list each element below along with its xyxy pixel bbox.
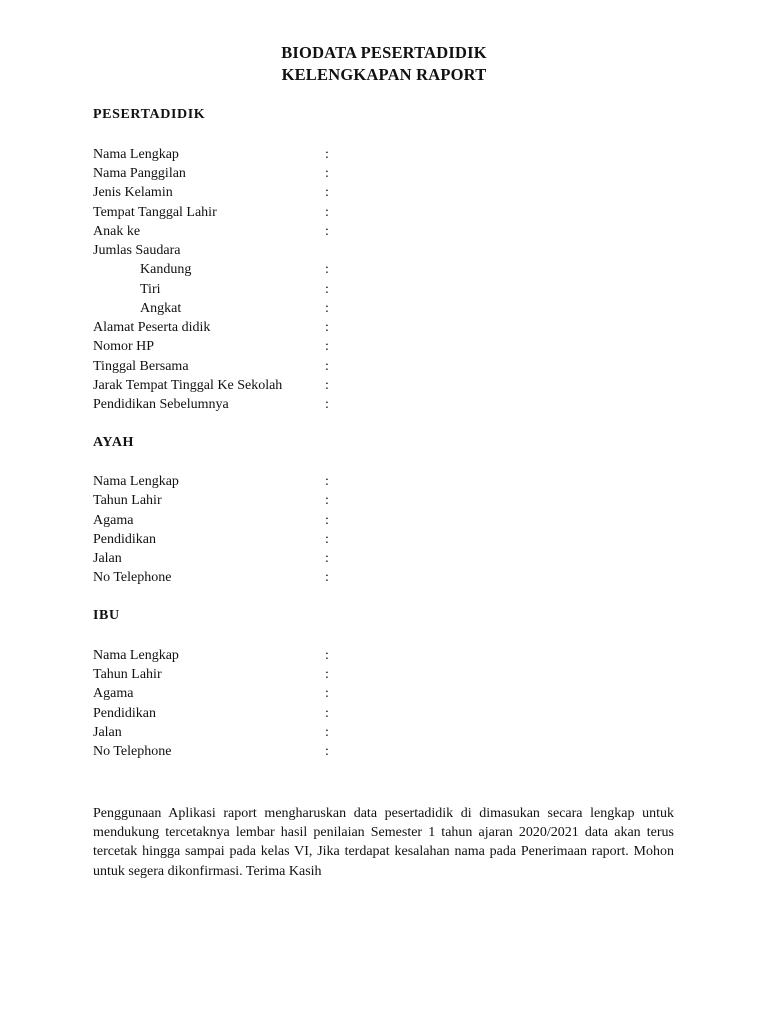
field-label: Nama Lengkap [93,147,179,162]
field-label: Angkat [140,301,182,316]
field-label: Agama [93,686,134,701]
mother-field-row [93,704,353,723]
field-label: Tahun Lahir [93,493,162,508]
field-colon: : [325,339,329,354]
father-field-row [93,472,353,491]
mother-field-row [93,742,353,761]
student-field-row [93,337,353,356]
field-label: Nama Lengkap [93,648,179,663]
field-label: Jumlas Saudara [93,243,181,258]
student-field-row [93,260,353,279]
field-colon: : [325,570,329,585]
field-colon: : [325,725,329,740]
field-colon: : [325,744,329,759]
student-field-row [93,241,353,260]
student-field-row [93,395,353,414]
student-field-row [93,376,353,395]
field-label: Tahun Lahir [93,667,162,682]
note-paragraph: Penggunaan Aplikasi raport mengharuskan data pesertadidik di dimasukan secara lengkap untuk mendukung tercetaknya lembar hasil penilaian Semester 1 tahun ajaran 2020/2021 data akan terus tercetak hingga sampai pada kelas VI, Jika terdapat kesalahan nama pada Penerimaan raport. Mohon untuk segera dikonfirmasi. Terima Kasih [93,806,674,879]
field-colon: : [325,686,329,701]
field-label: Pendidikan [93,706,156,721]
field-label: Tempat Tanggal Lahir [93,205,217,220]
field-label: Anak ke [93,224,141,239]
field-colon: : [325,667,329,682]
field-label: Nama Panggilan [93,166,186,181]
field-colon: : [325,706,329,721]
student-field-row [93,357,353,376]
mother-section-heading: IBU [93,608,120,623]
field-colon: : [325,397,329,412]
field-label: Tinggal Bersama [93,359,189,374]
field-colon: : [325,648,329,663]
document-subtitle: KELENGKAPAN RAPORT [281,65,487,84]
mother-field-row [93,646,353,665]
field-label: Nama Lengkap [93,474,179,489]
field-colon: : [325,320,329,335]
field-label: Pendidikan [93,532,156,547]
field-label: Agama [93,513,134,528]
father-section-heading: AYAH [93,435,135,450]
field-colon: : [325,532,329,547]
field-colon: : [325,513,329,528]
father-field-row [93,530,353,549]
student-field-row [93,318,353,337]
field-colon: : [325,205,329,220]
field-label: Kandung [140,262,192,277]
mother-field-row [93,723,353,742]
father-field-row [93,549,353,568]
field-colon: : [325,474,329,489]
field-colon: : [325,359,329,374]
mother-field-row [93,665,353,684]
field-colon: : [325,166,329,181]
student-field-row [93,280,353,299]
field-colon: : [325,185,329,200]
student-field-row [93,299,353,318]
student-field-row [93,145,353,164]
student-field-row [93,203,353,222]
document-title: BIODATA PESERTADIDIK [281,43,487,62]
student-field-row [93,183,353,202]
mother-field-row [93,684,353,703]
field-label: Jalan [93,551,122,566]
field-label: No Telephone [93,744,172,759]
field-colon: : [325,378,329,393]
student-section-heading: PESERTADIDIK [93,107,206,122]
field-colon: : [325,301,329,316]
father-field-row [93,511,353,530]
field-label: Jarak Tempat Tinggal Ke Sekolah [93,378,283,393]
field-label: Alamat Peserta didik [93,320,211,335]
student-field-row [93,222,353,241]
field-label: Tiri [140,282,161,297]
field-colon: : [325,493,329,508]
field-label: Jenis Kelamin [93,185,173,200]
field-colon: : [325,282,329,297]
field-colon: : [325,551,329,566]
field-label: Jalan [93,725,122,740]
field-label: No Telephone [93,570,172,585]
field-colon: : [325,147,329,162]
father-field-row [93,491,353,510]
field-label: Pendidikan Sebelumnya [93,397,229,412]
father-field-row [93,568,353,587]
field-colon: : [325,262,329,277]
field-label: Nomor HP [93,339,155,354]
student-field-row [93,164,353,183]
field-colon: : [325,224,329,239]
